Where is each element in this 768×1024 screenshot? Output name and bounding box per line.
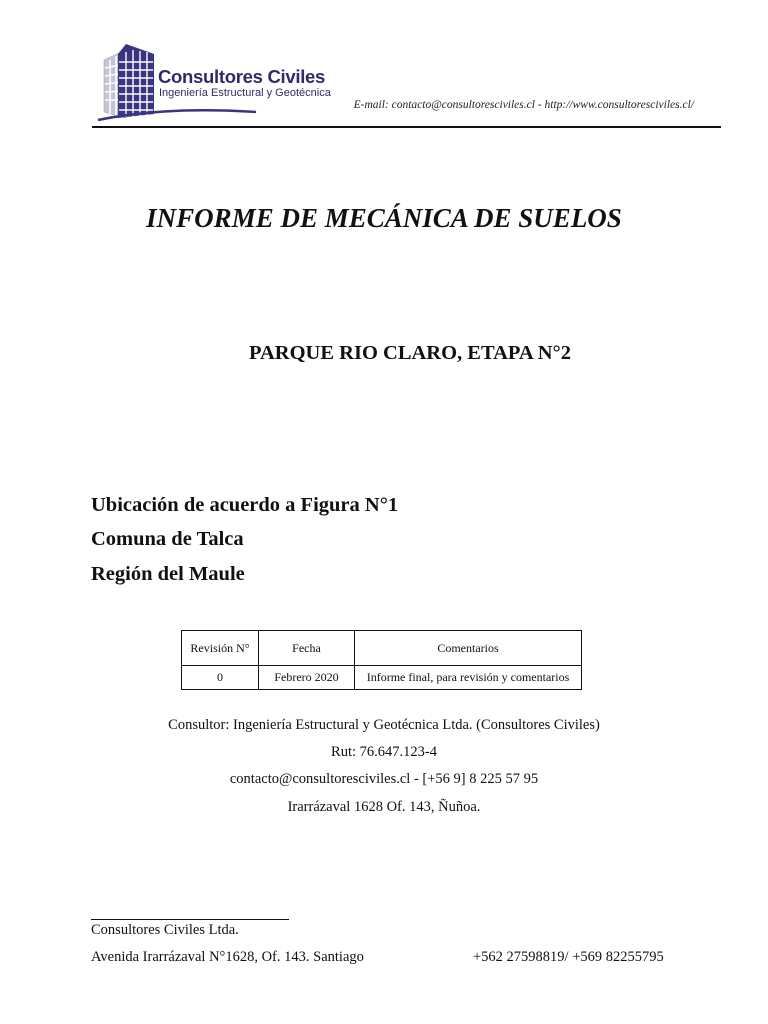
table-header-row [182, 631, 582, 666]
table-cell: 0 [182, 666, 259, 690]
table-row [182, 666, 582, 690]
logo-title: Consultores Civiles [158, 66, 326, 87]
footer-address: Avenida Irarrázaval N°1628, Of. 143. Santiago [91, 949, 364, 965]
column-header: Revisión N° [182, 631, 259, 666]
table-cell: Informe final, para revisión y comentarios [355, 666, 582, 690]
header-contact: E-mail: contacto@consultoresciviles.cl - http://www.consultoresciviles.cl/ [353, 99, 694, 111]
table-cell: Febrero 2020 [259, 666, 355, 690]
footer-phone: +562 27598819/ +569 82255795 [473, 949, 664, 965]
document-title: INFORME DE MECÁNICA DE SUELOS [146, 203, 622, 233]
column-header: Fecha [259, 631, 355, 666]
footer-company: Consultores Civiles Ltda. [91, 922, 239, 938]
revision-table [181, 630, 582, 690]
building-front-icon [118, 44, 154, 118]
footer-divider [91, 919, 289, 920]
consultant-line: Consultor: Ingeniería Estructural y Geotécnica Ltda. (Consultores Civiles) [168, 717, 600, 733]
logo-subtitle: Ingeniería Estructural y Geotécnica [159, 87, 331, 99]
consultant-line: Irarrázaval 1628 Of. 143, Ñuñoa. [287, 799, 481, 815]
location-line: Región del Maule [91, 563, 245, 585]
consultant-line: Rut: 76.647.123-4 [331, 744, 437, 760]
consultant-line: contacto@consultoresciviles.cl - [+56 9] 8 225 57 95 [229, 771, 539, 787]
location-line: Comuna de Talca [91, 528, 244, 550]
header-divider [92, 126, 721, 128]
location-line: Ubicación de acuerdo a Figura N°1 [91, 494, 399, 516]
project-title: PARQUE RIO CLARO, ETAPA N°2 [249, 342, 571, 364]
column-header: Comentarios [355, 631, 582, 666]
